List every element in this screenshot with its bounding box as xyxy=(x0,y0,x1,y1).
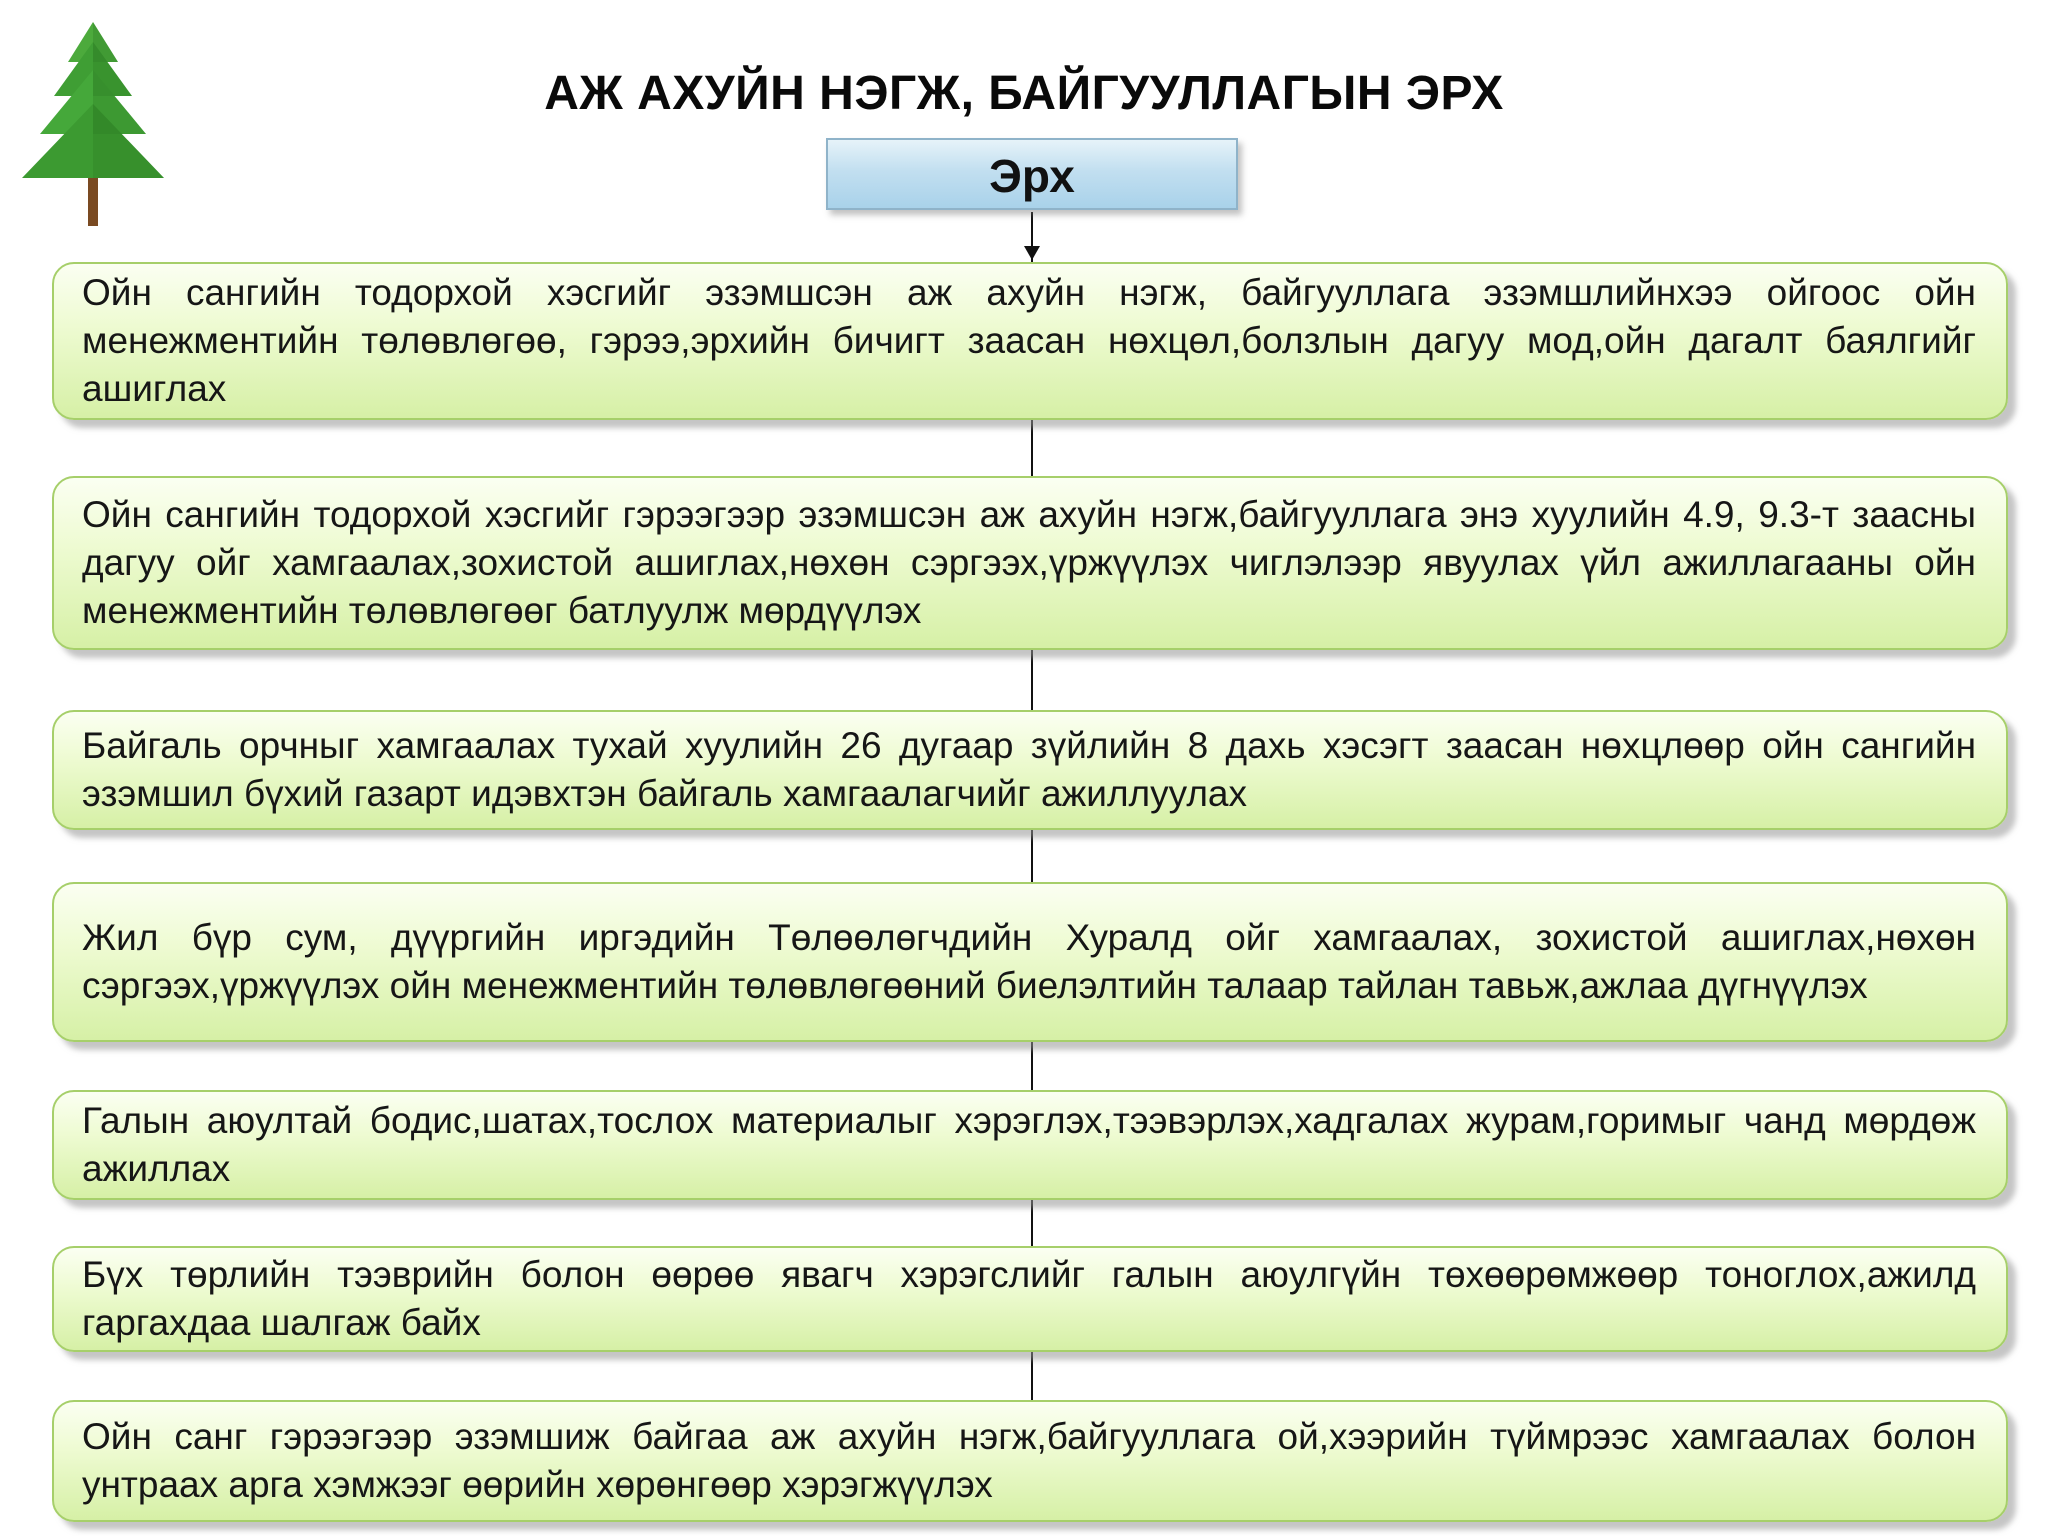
arrow-head-icon xyxy=(1024,246,1040,260)
root-node-rights: Эрх xyxy=(826,138,1238,210)
page-title: АЖ АХУЙН НЭГЖ, БАЙГУУЛЛАГЫН ЭРХ xyxy=(544,67,1504,120)
rights-item-text: Галын аюултай бодис,шатах,тослох материалыг хэрэглэх,тээвэрлэх,хадгалах журам,горимыг чанд мөрдөж ажиллах xyxy=(82,1100,1976,1189)
rights-item xyxy=(52,1246,2008,1352)
rights-item-text: Ойн сангийн тодорхой хэсгийг гэрээгээр эзэмшсэн аж ахуйн нэгж,байгууллага энэ хуулийн 4.9, 9.3-т заасны дагуу ойг хамгаалах,зохистой ашиглах,нөхөн сэргээх,үржүүлэх чиглэлээр явуулах үйл ажиллагааны ойн менежментийн төлөвлөгөөг батлуулж мөрдүүлэх xyxy=(82,494,1976,631)
rights-item xyxy=(52,476,2008,650)
rights-item xyxy=(52,882,2008,1042)
rights-item-text: Ойн санг гэрээгээр эзэмшиж байгаа аж ахуйн нэгж,байгууллага ой,хээрийн түймрээс хамгаалах болон унтраах арга хэмжээг өөрийн хөрөнгөөр хэрэгжүүлэх xyxy=(82,1416,1976,1505)
rights-item-text: Байгаль орчныг хамгаалах тухай хуулийн 26 дугаар зүйлийн 8 дахь хэсэгт заасан нөхцлөөр ойн сангийн эзэмшил бүхий газарт идэвхтэн байгаль хамгаалагчийг ажиллуулах xyxy=(82,725,1976,814)
rights-item xyxy=(52,1090,2008,1200)
rights-item xyxy=(52,262,2008,420)
rights-item-text: Ойн сангийн тодорхой хэсгийг эзэмшсэн аж ахуйн нэгж, байгууллага эзэмшлийнхээ ойгоос ойн менежментийн төлөвлөгөө, гэрээ,эрхийн бичигт заасан нөхцөл,болзлын дагуу мод,ойн дагалт баялгийг ашиглах xyxy=(82,272,1976,409)
rights-item xyxy=(52,710,2008,830)
rights-item xyxy=(52,1400,2008,1522)
pine-tree-icon xyxy=(14,18,174,228)
rights-item-text: Жил бүр сум, дүүргийн иргэдийн Төлөөлөгчдийн Хуралд ойг хамгаалах, зохистой ашиглах,нөхөн сэргээх,үржүүлэх ойн менежментийн төлөвлөгөөний биелэлтийн талаар тайлан тавьж,ажлаа дүгнүүлэх xyxy=(82,917,1976,1006)
rights-item-text: Бүх төрлийн тээврийн болон өөрөө явагч хэрэгслийг галын аюулгүйн төхөөрөмжөөр тоноглох,ажилд гаргахдаа шалгаж байх xyxy=(82,1254,1976,1343)
